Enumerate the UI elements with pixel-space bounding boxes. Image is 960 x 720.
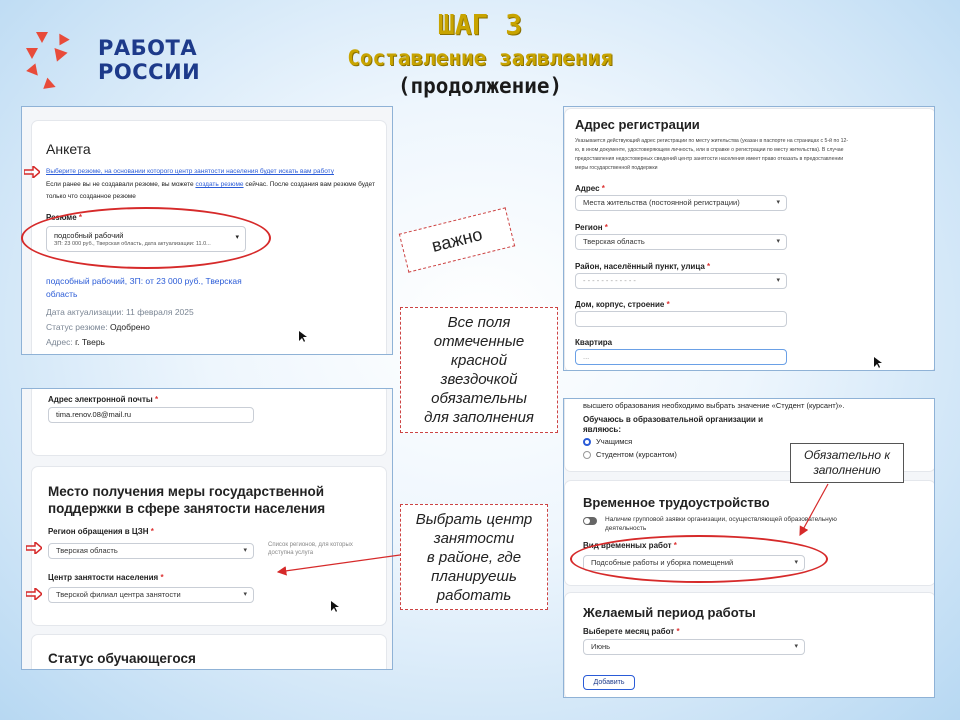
arrow-to-work-type <box>800 484 828 535</box>
resume-updated: Дата актуализации: 11 февраля 2025 <box>46 307 194 317</box>
address-description: Указывается действующий адрес регистрации по месту жительства (указан в паспорте на страницах с 5-й по 12- ю, в ином документе, удостоверяющем личность, или в справке о регистрации по месту жительства). В случае предоставления недостоверных сведений центр занятости населения имеет право отказать в предоставлении меры государственной поддержки <box>575 138 849 171</box>
create-resume-link[interactable]: создать резюме <box>195 181 244 188</box>
month-label: Выберете месяц работ * <box>583 627 680 636</box>
chevron-down-icon: ▾ <box>776 277 780 284</box>
address-type-select[interactable]: Места жительства (постоянной регистрации) ▾ <box>575 195 787 211</box>
center-select[interactable]: Тверской филиал центра занятости ▾ <box>48 587 254 603</box>
mandatory-note: Обязательно к заполнению <box>790 443 904 483</box>
place-heading: Место получения меры государственной поддержки в сфере занятости населения <box>48 484 326 516</box>
district-label: Район, населённый пункт, улица * <box>575 262 711 271</box>
anketa-heading: Анкета <box>46 141 91 157</box>
group-request-label: Наличие групповой заявки организации, осуществляющей образовательную деятельность <box>605 516 837 532</box>
chevron-down-icon: ▾ <box>794 559 798 566</box>
chevron-down-icon: ▾ <box>776 199 780 206</box>
choose-center-note: Выбрать центр занятости в районе, где планируешь работать <box>400 504 548 610</box>
student-status-heading: Статус обучающегося <box>48 651 196 666</box>
add-button[interactable]: Добавить <box>583 675 635 690</box>
district-select[interactable]: - - - - - - - - - - - - ▾ <box>575 273 787 289</box>
region-select[interactable]: Тверская область ▾ <box>575 234 787 250</box>
center-label: Центр занятости населения * <box>48 573 164 582</box>
resume-link[interactable]: подсобный рабочий, ЗП: от 23 000 руб., Тверская область <box>46 276 242 299</box>
email-input[interactable]: tima.renov.08@mail.ru <box>48 407 254 423</box>
hint2-suffix: сейчас. После создания вам резюме будет <box>243 181 375 188</box>
resume-label: Резюме * <box>46 213 83 222</box>
resume-address: Адрес: г. Тверь <box>46 337 105 347</box>
cz-region-label: Регион обращения в ЦЗН * <box>48 527 154 536</box>
logo-line-2: РОССИИ <box>98 60 201 84</box>
work-type-select[interactable]: Подсобные работы и уборка помещений ▾ <box>583 555 805 571</box>
address-type-label: Адрес * <box>575 184 605 193</box>
resume-status: Статус резюме: Одобрено <box>46 322 150 332</box>
anketa-hint-1: Выберите резюме, на основании которого центр занятости населения будет искать вам работу <box>46 168 334 175</box>
chevron-down-icon: ▾ <box>794 643 798 650</box>
month-select[interactable]: Июнь ▾ <box>583 639 805 655</box>
page-subtitle: (продолжение) <box>397 74 563 98</box>
education-top-text: высшего образования необходимо выбрать значение «Студент (курсант)». <box>583 401 845 410</box>
work-type-label: Вид временных работ * <box>583 541 677 550</box>
flat-input[interactable]: ... <box>575 349 787 365</box>
chevron-down-icon: ▾ <box>243 547 247 554</box>
region-label: Регион * <box>575 223 608 232</box>
cz-region-select[interactable]: Тверская область ▾ <box>48 543 254 559</box>
address-heading: Адрес регистрации <box>575 117 700 132</box>
flat-label: Квартира <box>575 338 613 347</box>
anketa-hint-3: только что созданное резюме <box>46 193 136 200</box>
house-label: Дом, корпус, строение * <box>575 300 670 309</box>
resume-select-sub: ЗП: 23 000 руб., Тверская область, дата актуализации: 11.0... <box>54 241 211 247</box>
chevron-down-icon: ▾ <box>776 238 780 245</box>
arrow-to-center-select <box>278 555 400 572</box>
chevron-down-icon: ▾ <box>235 234 239 241</box>
chevron-down-icon: ▾ <box>243 591 247 598</box>
radio-pupil[interactable]: Учащимся <box>583 437 632 446</box>
hint2-prefix: Если ранее вы не создавали резюме, вы можете <box>46 181 196 188</box>
work-period-heading: Желаемый период работы <box>583 605 756 620</box>
cz-region-hint: Список регионов, для которых доступна услуга <box>268 542 353 556</box>
required-fields-note: Все поля отмеченные красной звездочкой обязательны для заполнения <box>400 307 558 433</box>
logo-line-1: РАБОТА <box>98 36 198 60</box>
radio-student[interactable]: Студентом (курсантом) <box>583 450 677 459</box>
step-title: ШАГ 3 <box>437 8 523 41</box>
email-label: Адрес электронной почты * <box>48 395 159 404</box>
temp-employment-heading: Временное трудоустройство <box>583 495 770 510</box>
page-title: Составление заявления <box>347 46 613 70</box>
important-note: важно <box>399 207 515 272</box>
study-label: Обучаюсь в образовательной организации и являюсь: <box>583 415 763 434</box>
resume-select-value: подсобный рабочий <box>54 231 124 240</box>
